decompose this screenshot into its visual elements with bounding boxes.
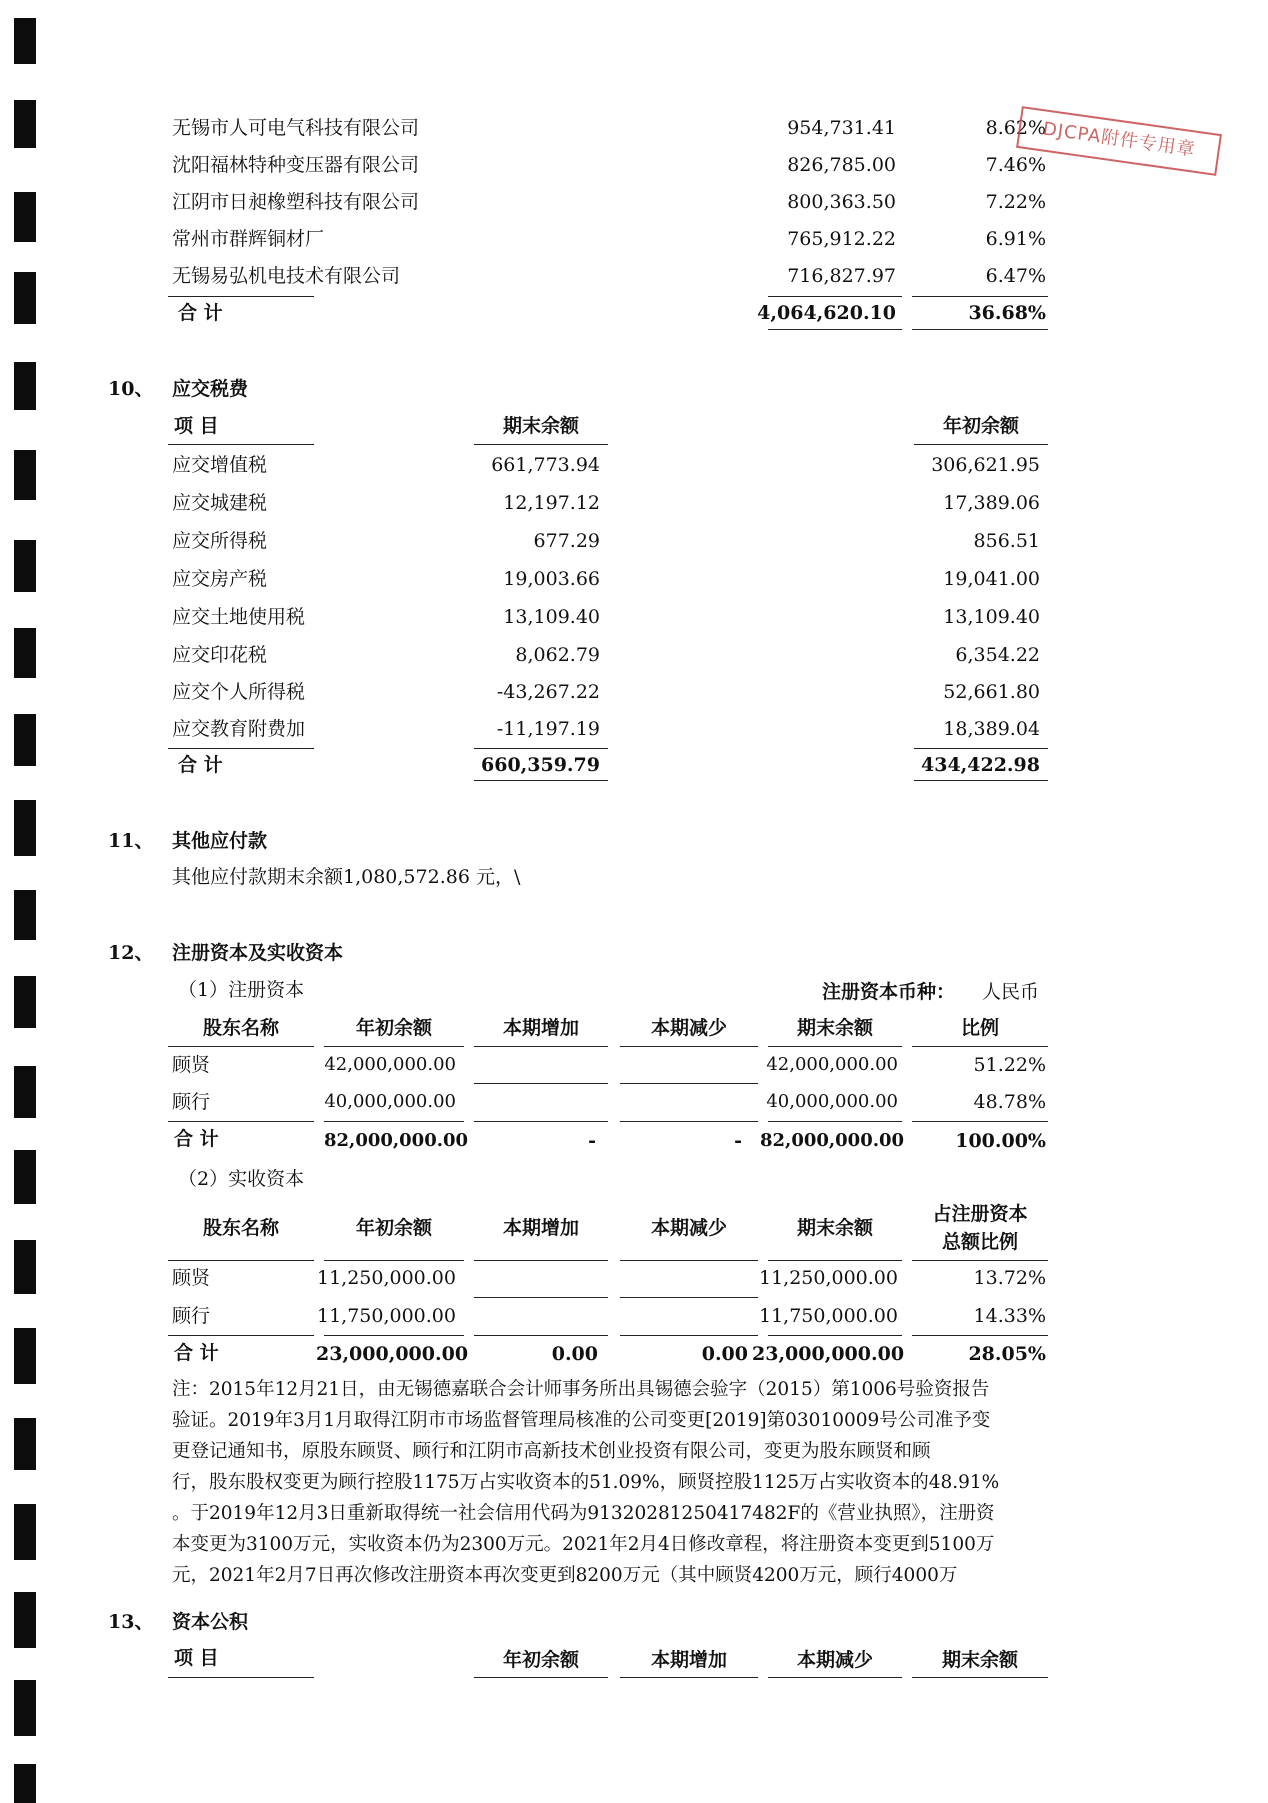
subsection-label: （2）实收资本: [178, 1168, 305, 1190]
rule: [324, 1335, 464, 1336]
rule: [168, 1335, 314, 1336]
rule: [474, 1046, 608, 1047]
rule: [620, 1121, 758, 1122]
note-line: 元，2021年2月7日再次修改注册资本再次变更到8200万元（其中顾贤4200万元，顾行4000万: [172, 1565, 958, 1586]
scan-mark: [14, 1418, 36, 1470]
column-header: 本期增加: [650, 1649, 727, 1671]
column-header: 期末余额: [502, 415, 579, 437]
tax-begin: 6,354.22: [955, 644, 1040, 666]
total-begin: 23,000,000.00: [316, 1343, 469, 1365]
scan-mark: [14, 628, 36, 678]
tax-item: 应交教育附费加: [172, 718, 306, 740]
scan-mark: [14, 362, 36, 410]
rule: [474, 1121, 608, 1122]
rule: [474, 444, 608, 445]
tax-end: 13,109.40: [503, 606, 600, 628]
scan-mark: [14, 1328, 36, 1384]
section-number: 13、: [108, 1611, 154, 1633]
column-header: 股东名称: [202, 1017, 279, 1039]
rule: [168, 1260, 314, 1261]
supplier-amount: 954,731.41: [787, 117, 896, 139]
note-line: 本变更为3100万元，实收资本仍为2300万元。2021年2月4日修改章程，将注册资本变更到5100万: [172, 1534, 995, 1555]
tax-begin: 856.51: [973, 530, 1040, 552]
scan-mark: [14, 976, 36, 1028]
note-paragraph: [172, 1374, 1064, 1591]
rule: [914, 748, 1048, 749]
column-header: 比例: [960, 1017, 999, 1039]
rule: [324, 1046, 464, 1047]
column-header: 本期减少: [796, 1649, 873, 1671]
shareholder-name: 顾贤: [172, 1054, 211, 1076]
supplier-amount: 765,912.22: [787, 228, 896, 250]
tax-begin: 18,389.04: [943, 718, 1040, 740]
end-balance: 40,000,000.00: [766, 1091, 898, 1112]
column-header: 期末余额: [796, 1217, 873, 1239]
scan-mark: [14, 272, 36, 324]
begin-balance: 11,750,000.00: [316, 1305, 456, 1327]
total-decrease: -: [734, 1130, 742, 1152]
total-label: 合 计: [174, 1342, 219, 1364]
end-balance: 11,250,000.00: [758, 1267, 898, 1289]
rule: [620, 1260, 758, 1261]
total-amount: 4,064,620.10: [757, 302, 896, 324]
begin-balance: 40,000,000.00: [324, 1091, 456, 1112]
tax-begin: 19,041.00: [943, 568, 1040, 590]
begin-balance: 11,250,000.00: [316, 1267, 456, 1289]
scan-mark: [14, 192, 36, 242]
rule: [768, 1677, 902, 1678]
rule: [168, 1046, 314, 1047]
ratio: 51.22%: [973, 1054, 1046, 1076]
rule: [324, 1260, 464, 1261]
tax-item: 应交房产税: [172, 568, 268, 590]
column-header: 年初余额: [355, 1217, 432, 1239]
tax-item: 应交城建税: [172, 492, 268, 514]
tax-end: 8,062.79: [515, 644, 600, 666]
supplier-amount: 716,827.97: [787, 265, 896, 287]
total-end: 660,359.79: [481, 754, 600, 776]
column-header: 年初余额: [502, 1649, 579, 1671]
tax-begin: 52,661.80: [943, 681, 1040, 703]
scan-mark: [14, 1066, 36, 1118]
note-line: 。于2019年12月3日重新取得统一社会信用代码为91320281250417482F的《营业执照》，注册资: [172, 1503, 995, 1524]
supplier-name: 无锡易弘机电技术有限公司: [172, 265, 401, 287]
end-balance: 42,000,000.00: [766, 1054, 898, 1075]
scan-mark: [14, 1592, 36, 1648]
rule: [912, 296, 1048, 297]
column-header: 本期增加: [502, 1217, 579, 1239]
note-line: 验证。2019年3月1月取得江阴市市场监督管理局核准的公司变更[2019]第03010009号公司准予变: [172, 1410, 991, 1431]
tax-item: 应交土地使用税: [172, 606, 306, 628]
tax-begin: 306,621.95: [931, 454, 1040, 476]
end-balance: 11,750,000.00: [758, 1305, 898, 1327]
supplier-name: 沈阳福林特种变压器有限公司: [172, 154, 420, 176]
scan-mark: [14, 18, 36, 64]
supplier-name: 常州市群辉铜材厂: [172, 228, 325, 250]
scan-mark: [14, 100, 36, 148]
tax-item: 应交增值税: [172, 454, 268, 476]
total-ratio: 100.00%: [955, 1130, 1046, 1152]
supplier-amount: 826,785.00: [787, 154, 896, 176]
rule: [620, 1297, 758, 1298]
rule: [474, 1297, 608, 1298]
rule: [912, 1335, 1048, 1336]
scan-mark: [14, 1680, 36, 1736]
supplier-ratio: 8.62%: [985, 117, 1046, 139]
section-title: 应交税费: [172, 378, 249, 400]
subsection-label: （1）注册资本: [178, 979, 305, 1001]
shareholder-name: 顾贤: [172, 1267, 211, 1289]
ratio: 13.72%: [973, 1267, 1046, 1289]
ratio: 48.78%: [973, 1091, 1046, 1113]
note-line: 注：2015年12月21日，由无锡德嘉联合会计师事务所出具锡德会验字（2015）第1006号验资报告: [172, 1379, 990, 1400]
supplier-ratio: 7.46%: [985, 154, 1046, 176]
scan-mark: [14, 1150, 36, 1204]
rule: [474, 780, 608, 781]
rule: [912, 1260, 1048, 1261]
rule: [768, 296, 902, 297]
column-header: 总额比例: [941, 1231, 1018, 1253]
shareholder-name: 顾行: [172, 1091, 211, 1113]
rule: [912, 1046, 1048, 1047]
rule: [768, 1335, 902, 1336]
tax-item: 应交印花税: [172, 644, 268, 666]
total-label: 合 计: [174, 1128, 219, 1150]
total-increase: -: [588, 1130, 596, 1152]
tax-end: 12,197.12: [503, 492, 600, 514]
rule: [168, 444, 314, 445]
rule: [168, 296, 314, 297]
section-number: 12、: [108, 942, 154, 964]
column-header: 股东名称: [202, 1217, 279, 1239]
currency-value: 人民币: [982, 981, 1040, 1003]
rule: [168, 748, 314, 749]
tax-item: 应交个人所得税: [172, 681, 306, 703]
total-decrease: 0.00: [701, 1343, 748, 1365]
scan-mark: [14, 1764, 36, 1803]
section-title: 注册资本及实收资本: [172, 942, 344, 964]
supplier-ratio: 6.47%: [985, 265, 1046, 287]
shareholder-name: 顾行: [172, 1305, 211, 1327]
total-begin: 82,000,000.00: [324, 1130, 469, 1151]
column-header: 期末余额: [796, 1017, 873, 1039]
rule: [768, 1260, 902, 1261]
note-line: 行，股东股权变更为顾行控股1175万占实收资本的51.09%，顾贤控股1125万占实收资本的48.91%: [172, 1472, 1000, 1493]
scan-mark: [14, 890, 36, 940]
rule: [914, 780, 1048, 781]
column-header: 年初余额: [355, 1017, 432, 1039]
auditor-stamp: DJCPA附件专用章: [1016, 106, 1222, 176]
tax-begin: 13,109.40: [943, 606, 1040, 628]
rule: [620, 1083, 758, 1084]
rule: [768, 1121, 902, 1122]
scan-mark: [14, 540, 36, 592]
rule: [474, 1260, 608, 1261]
column-header: 本期减少: [650, 1017, 727, 1039]
tax-end: 19,003.66: [503, 568, 600, 590]
column-header: 项 目: [174, 415, 219, 437]
rule: [914, 444, 1048, 445]
rule: [474, 1083, 608, 1084]
section-text: 其他应付款期末余额1,080,572.86 元，\: [172, 866, 521, 888]
tax-end: 661,773.94: [491, 454, 600, 476]
rule: [912, 1121, 1048, 1122]
begin-balance: 42,000,000.00: [324, 1054, 456, 1075]
column-header: 本期减少: [650, 1217, 727, 1239]
rule: [474, 748, 608, 749]
total-label: 合 计: [178, 302, 223, 324]
scan-mark: [14, 450, 36, 500]
tax-end: -11,197.19: [496, 718, 600, 740]
rule: [620, 1046, 758, 1047]
rule: [768, 1046, 902, 1047]
supplier-name: 江阴市日昶橡塑科技有限公司: [172, 191, 420, 213]
tax-end: -43,267.22: [496, 681, 600, 703]
scan-mark: [14, 1240, 36, 1294]
rule: [324, 1121, 464, 1122]
section-title: 其他应付款: [172, 830, 268, 852]
tax-end: 677.29: [533, 530, 600, 552]
rule: [620, 1677, 758, 1678]
ratio: 14.33%: [973, 1305, 1046, 1327]
section-title: 资本公积: [172, 1611, 249, 1633]
tax-item: 应交所得税: [172, 530, 268, 552]
currency-label: 注册资本币种：: [822, 981, 956, 1003]
rule: [912, 1677, 1048, 1678]
note-line: 更登记通知书，原股东顾贤、顾行和江阴市高新技术创业投资有限公司，变更为股东顾贤和顾: [172, 1441, 931, 1462]
rule: [912, 329, 1048, 330]
total-increase: 0.00: [551, 1343, 598, 1365]
column-header: 占注册资本: [932, 1203, 1028, 1225]
total-end: 23,000,000.00: [752, 1343, 905, 1365]
rule: [474, 1335, 608, 1336]
total-ratio: 36.68%: [968, 302, 1046, 324]
total-end: 82,000,000.00: [760, 1130, 905, 1151]
supplier-name: 无锡市人可电气科技有限公司: [172, 117, 420, 139]
supplier-amount: 800,363.50: [787, 191, 896, 213]
section-number: 11、: [108, 830, 154, 852]
rule: [768, 329, 902, 330]
rule: [168, 1677, 314, 1678]
column-header: 年初余额: [942, 415, 1019, 437]
rule: [168, 1121, 314, 1122]
scan-mark: [14, 800, 36, 856]
tax-begin: 17,389.06: [943, 492, 1040, 514]
scan-mark: [14, 714, 36, 766]
column-header: 项 目: [174, 1647, 219, 1669]
column-header: 本期增加: [502, 1017, 579, 1039]
total-ratio: 28.05%: [968, 1343, 1046, 1365]
scan-mark: [14, 1504, 36, 1560]
supplier-ratio: 6.91%: [985, 228, 1046, 250]
rule: [474, 1677, 608, 1678]
total-begin: 434,422.98: [921, 754, 1040, 776]
column-header: 期末余额: [941, 1649, 1018, 1671]
rule: [620, 1335, 758, 1336]
section-number: 10、: [108, 378, 154, 400]
supplier-ratio: 7.22%: [985, 191, 1046, 213]
total-label: 合 计: [178, 754, 223, 776]
